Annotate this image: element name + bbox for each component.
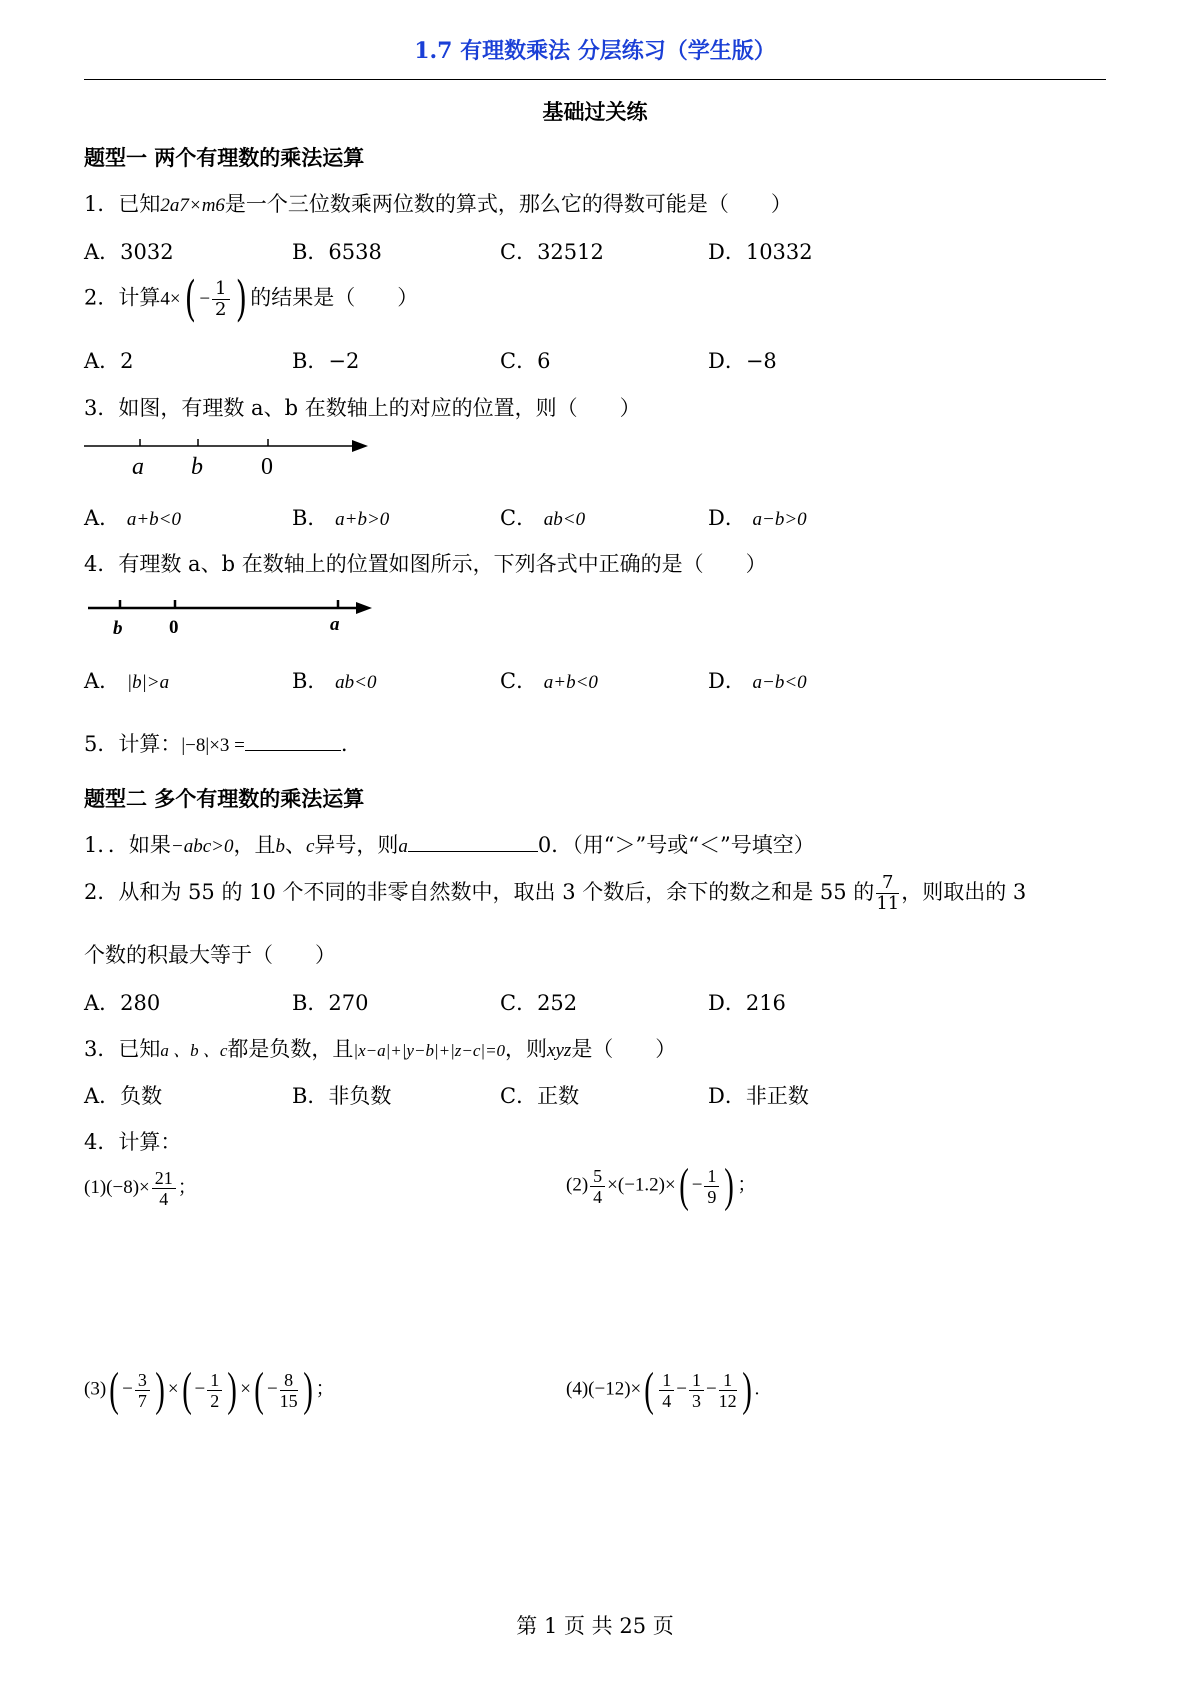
math-expr: |−8|×3 = bbox=[181, 735, 245, 756]
type1-heading: 题型一 两个有理数的乘法运算 bbox=[84, 145, 365, 170]
t2-q3-opt-c: C．正数 bbox=[500, 1084, 580, 1108]
label-a: a bbox=[330, 614, 340, 635]
t2-q3-opt-a: A．负数 bbox=[84, 1084, 163, 1108]
t1-q4-opt-c: C． a+b<0 bbox=[500, 669, 598, 693]
q-text: 有理数 a、b 在数轴上的位置如图所示，下列各式中正确的是（ ） bbox=[118, 552, 767, 576]
q-text: 的结果是（ ） bbox=[250, 285, 419, 310]
t1-q1-opt-b: B．6538 bbox=[292, 240, 382, 264]
header-divider bbox=[84, 79, 1106, 80]
left-paren: ( bbox=[184, 271, 196, 327]
right-paren: ) bbox=[235, 271, 247, 327]
label-a: a bbox=[132, 454, 144, 480]
fraction: $\frac{1}{2}$ bbox=[212, 279, 229, 320]
t2-q4-part3: (3)( − $\frac{3}{7}$ ) ×( − $\frac{1}{2}$ ) ×( − $\frac{8}{15}$ ) ； bbox=[84, 1363, 335, 1416]
t2-q4 bbox=[84, 1126, 181, 1156]
document-title: 1.7 有理数乘法 分层练习（学生版） bbox=[414, 38, 776, 64]
q-text: 计算： bbox=[118, 732, 182, 756]
t1-q2-opt-c: C．6 bbox=[500, 349, 551, 373]
section-heading: 基础过关练 bbox=[542, 99, 648, 124]
t2-q2-opt-d: D．216 bbox=[708, 991, 786, 1015]
q-text: 如果 bbox=[128, 833, 171, 857]
t1-q3 bbox=[84, 392, 641, 422]
t2-q2-cont: 个数的积最大等于（ ） bbox=[84, 943, 336, 967]
answer-blank[interactable] bbox=[408, 851, 538, 852]
t1-q3-opt-b: B． a+b>0 bbox=[292, 506, 390, 530]
axis-arrow bbox=[352, 440, 368, 452]
t1-q2-opt-b: B．−2 bbox=[292, 349, 360, 373]
page-number: 第 1 页 共 25 页 bbox=[516, 1614, 674, 1638]
label-0: 0 bbox=[261, 454, 273, 480]
answer-blank[interactable] bbox=[245, 750, 341, 751]
q-number: 3． bbox=[84, 396, 119, 420]
q-text: 是一个三位数乘两位数的算式，那么它的得数可能是（ ） bbox=[224, 192, 792, 216]
q-text: 已知 bbox=[118, 1037, 161, 1061]
fraction: $\frac{7}{11}$ bbox=[876, 872, 900, 914]
t1-q4-opt-d: D． a−b<0 bbox=[708, 669, 807, 693]
t1-q4 bbox=[84, 548, 767, 578]
t1-q1 bbox=[84, 188, 792, 218]
t1-q3-opt-a: A． a+b<0 bbox=[84, 506, 182, 530]
t1-q1-opt-a: A．3032 bbox=[84, 240, 174, 264]
number-line-2 bbox=[80, 590, 380, 640]
q-text: 计算： bbox=[118, 1130, 182, 1154]
t1-q3-opt-c: C． ab<0 bbox=[500, 506, 586, 530]
q-text: 已知 bbox=[118, 192, 161, 216]
q-text: 从和为 55 的 10 个不同的非零自然数中，取出 3 个数后，余下的数之和是 55 的 bbox=[118, 880, 875, 904]
q-text: 如图，有理数 a、b 在数轴上的对应的位置，则（ ） bbox=[118, 396, 641, 420]
t2-q2: 2．从和为 55 的 10 个不同的非零自然数中，取出 3 个数后，余下的数之和是 55 的 $\frac{7}{11}$ ，则取出的 3 bbox=[84, 872, 1027, 914]
q-number: 3． bbox=[84, 1037, 119, 1061]
t2-q2-opt-a: A．280 bbox=[84, 991, 161, 1015]
t1-q2-opt-d: D．−8 bbox=[708, 349, 777, 373]
q-text: 计算 bbox=[118, 285, 161, 310]
label-0: 0 bbox=[169, 617, 179, 638]
q-number: 1．． bbox=[84, 833, 129, 857]
t1-q2-opt-a: A．2 bbox=[84, 349, 134, 373]
t2-q4-part2: (2) $\frac{5}{4}$ ×(−1.2)×( − $\frac{1}{9}$ ) ； bbox=[566, 1159, 757, 1212]
label-b: b bbox=[191, 454, 203, 480]
t1-q3-opt-d: D． a−b>0 bbox=[708, 506, 807, 530]
t2-q2-opt-b: B．270 bbox=[292, 991, 369, 1015]
t1-q4-opt-a: A． |b|>a bbox=[84, 669, 170, 693]
q-number: 2． bbox=[84, 285, 119, 310]
t2-q1: 1．．如果−abc>0，且b、c异号，则a 0．（用“＞”号或“＜”号填空） bbox=[84, 833, 815, 857]
math-expr: −abc>0 bbox=[170, 836, 234, 857]
t2-q3: 3．已知a 、b 、c都是负数，且|x−a|+|y−b|+|z−c|=0，则xyz是（ ） bbox=[84, 1037, 677, 1061]
t2-q3-opt-d: D．非正数 bbox=[708, 1084, 809, 1108]
t2-q3-opt-b: B．非负数 bbox=[292, 1084, 392, 1108]
q-number: 1． bbox=[84, 192, 119, 216]
q-number: 4． bbox=[84, 552, 119, 576]
t2-q4-part1: (1)(−8)× $\frac{21}{4}$ ； bbox=[84, 1168, 197, 1209]
t1-q2: 2．计算4×( − $\frac{1}{2}$ ) 的结果是（ ） bbox=[84, 271, 419, 327]
math-expr: 2a7×m6 bbox=[160, 195, 225, 216]
t2-q4-part4: (4)(−12)×( $\frac{1}{4}$ − $\frac{1}{3}$ − $\frac{1}{12}$ ) . bbox=[566, 1363, 760, 1416]
q-number: 5． bbox=[84, 732, 119, 756]
math-expr: |x−a|+|y−b|+|z−c|=0 bbox=[353, 1041, 506, 1060]
t1-q1-opt-c: C．32512 bbox=[500, 240, 604, 264]
axis-arrow bbox=[356, 602, 372, 614]
number-line-1 bbox=[80, 428, 380, 488]
t1-q4-opt-b: B． ab<0 bbox=[292, 669, 377, 693]
label-b: b bbox=[113, 618, 123, 639]
t1-q5: 5．计算：|−8|×3 = . bbox=[84, 732, 348, 756]
t2-q2-opt-c: C．252 bbox=[500, 991, 578, 1015]
math-expr: 4× bbox=[160, 288, 181, 310]
type2-heading: 题型二 多个有理数的乘法运算 bbox=[84, 786, 365, 811]
q-number: 4． bbox=[84, 1130, 119, 1154]
t1-q1-opt-d: D．10332 bbox=[708, 240, 813, 264]
q-number: 2． bbox=[84, 880, 119, 904]
